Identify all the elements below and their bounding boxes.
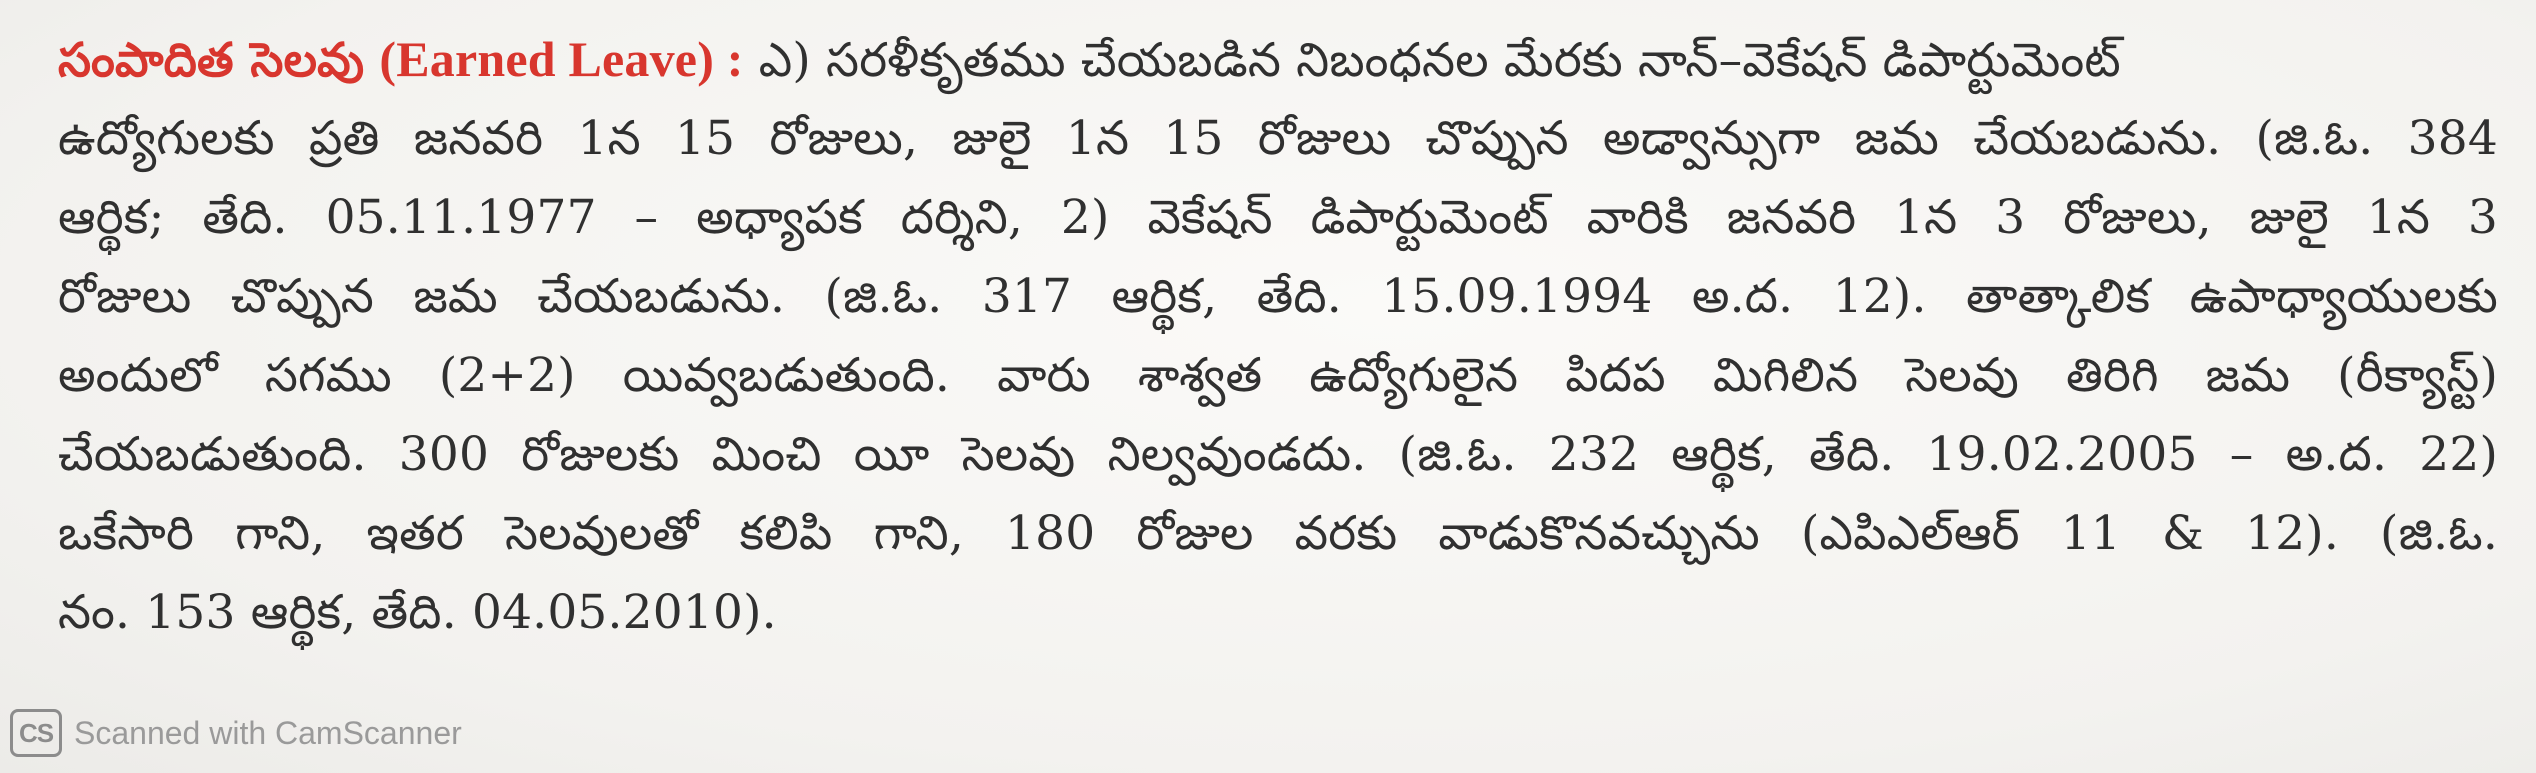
- paragraph-line-1: [58, 20, 2498, 99]
- paragraph-line-5: అందులో సగము (2+2) యివ్వబడుతుంది. వారు శాశ్వత ఉద్యోగులైన పిదప మిగిలిన సెలవు తిరిగి జమ (రీక్యాస్ట్): [58, 348, 2498, 403]
- paragraph-line-7: ఒకేసారి గాని, ఇతర సెలవులతో కలిపి గాని, 180 రోజుల వరకు వాడుకొనవచ్చును (ఎపిఎల్ఆర్ 11 & 12). (జి.ఓ.: [58, 506, 2498, 561]
- camscanner-logo-icon: CS: [10, 709, 62, 757]
- heading-telugu: సంపాదిత సెలవు: [58, 33, 365, 88]
- document-body: [58, 20, 2498, 652]
- line-1-text: ఎ) సరళీకృతము చేయబడిన నిబంధనల మేరకు నాన్–వెకేషన్ డిపార్టుమెంట్: [743, 33, 2121, 88]
- paragraph-line-8: నం. 153 ఆర్థిక, తేది. 04.05.2010).: [58, 585, 777, 640]
- paragraph-line-2: ఉద్యోగులకు ప్రతి జనవరి 1న 15 రోజులు, జులై 1న 15 రోజులు చొప్పున అడ్వాన్సుగా జమ చేయబడును. (జి.ఓ. 384: [58, 111, 2498, 166]
- paragraph-line-3: ఆర్థిక; తేది. 05.11.1977 – అధ్యాపక దర్శిని, 2) వెకేషన్ డిపార్టుమెంట్ వారికి జనవరి 1న 3 రోజులు, జులై 1న 3: [58, 190, 2498, 245]
- camscanner-watermark: [10, 706, 462, 760]
- heading-english: (Earned Leave) :: [379, 31, 744, 87]
- watermark-text: Scanned with CamScanner: [74, 714, 462, 751]
- paragraph-line-4: రోజులు చొప్పున జమ చేయబడును. (జి.ఓ. 317 ఆర్థిక, తేది. 15.09.1994 అ.ద. 12). తాత్కాలిక ఉపాధ్యాయులకు: [58, 269, 2498, 324]
- paragraph-line-6: చేయబడుతుంది. 300 రోజులకు మించి యీ సెలవు నిల్వవుండదు. (జి.ఓ. 232 ఆర్థిక, తేది. 19.02.2005 – అ.ద. 22): [58, 427, 2498, 482]
